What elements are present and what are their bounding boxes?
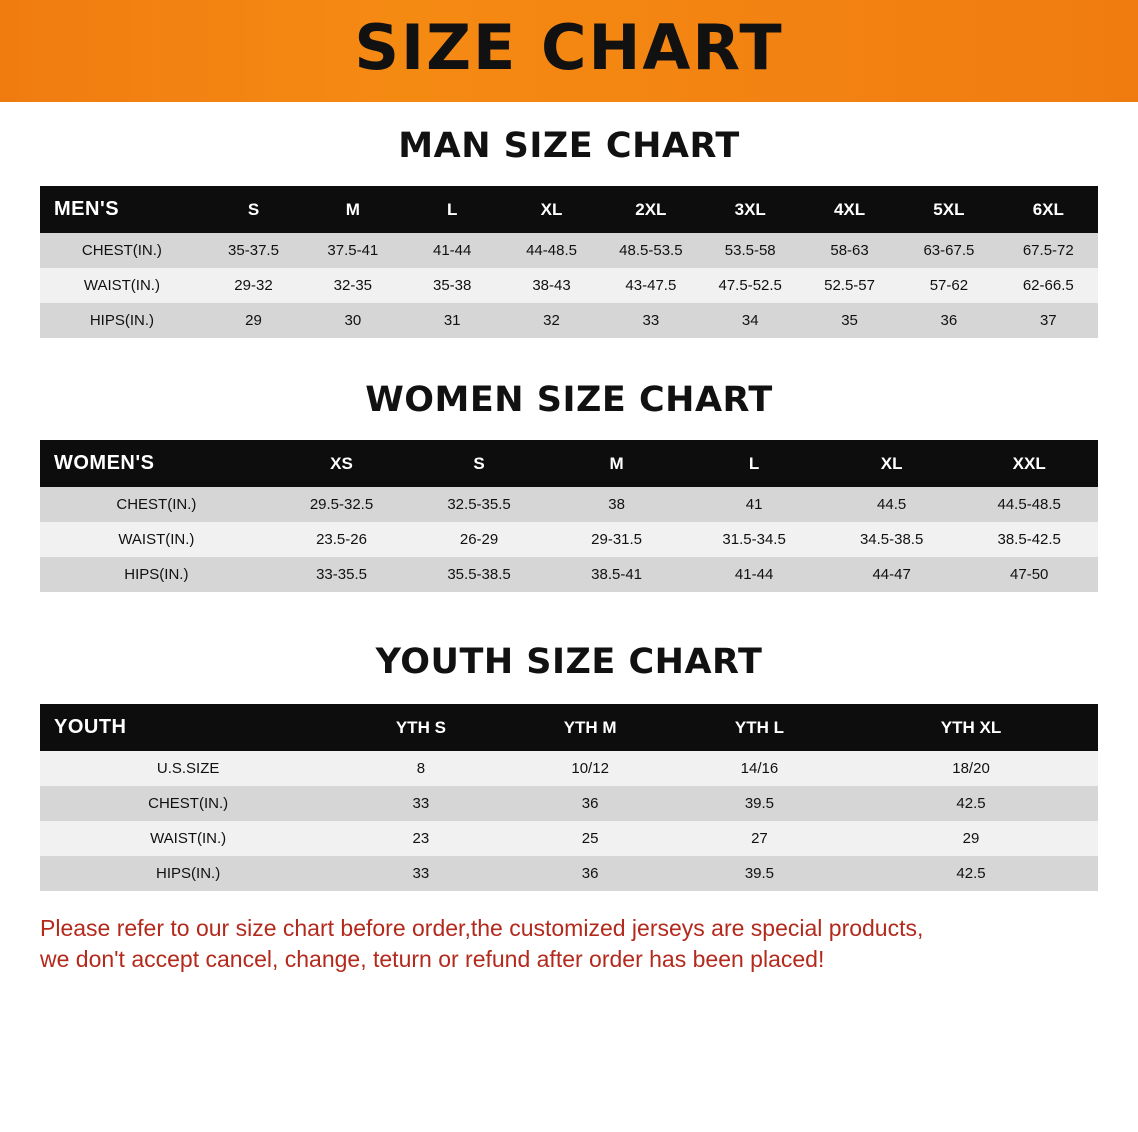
col-header: YTH M bbox=[506, 704, 675, 751]
table-cell: 44.5-48.5 bbox=[960, 487, 1098, 522]
col-header: L bbox=[403, 186, 502, 233]
table-cell: 41 bbox=[685, 487, 823, 522]
col-header: MEN'S bbox=[40, 186, 204, 233]
man-table-wrap bbox=[0, 186, 1138, 338]
col-header: S bbox=[410, 440, 548, 487]
table-cell: 27 bbox=[675, 821, 844, 856]
table-header-row bbox=[40, 704, 1098, 751]
row-header: WAIST(IN.) bbox=[40, 821, 336, 856]
col-header: YOUTH bbox=[40, 704, 336, 751]
table-cell: 36 bbox=[506, 786, 675, 821]
man-size-table bbox=[40, 186, 1098, 338]
row-header: WAIST(IN.) bbox=[40, 268, 204, 303]
row-header: HIPS(IN.) bbox=[40, 557, 273, 592]
table-row bbox=[40, 268, 1098, 303]
table-cell: 34.5-38.5 bbox=[823, 522, 961, 557]
table-row bbox=[40, 303, 1098, 338]
table-cell: 29-31.5 bbox=[548, 522, 686, 557]
table-cell: 37 bbox=[999, 303, 1098, 338]
table-cell: 67.5-72 bbox=[999, 233, 1098, 268]
table-cell: 36 bbox=[506, 856, 675, 891]
table-cell: 47-50 bbox=[960, 557, 1098, 592]
women-table-wrap bbox=[0, 440, 1138, 592]
table-cell: 32 bbox=[502, 303, 601, 338]
table-cell: 10/12 bbox=[506, 751, 675, 786]
table-cell: 35-37.5 bbox=[204, 233, 303, 268]
table-cell: 29-32 bbox=[204, 268, 303, 303]
row-header: CHEST(IN.) bbox=[40, 786, 336, 821]
table-row bbox=[40, 821, 1098, 856]
col-header: 3XL bbox=[701, 186, 800, 233]
table-cell: 35 bbox=[800, 303, 899, 338]
table-cell: 38.5-41 bbox=[548, 557, 686, 592]
table-cell: 52.5-57 bbox=[800, 268, 899, 303]
table-cell: 35.5-38.5 bbox=[410, 557, 548, 592]
col-header: 5XL bbox=[899, 186, 998, 233]
row-header: CHEST(IN.) bbox=[40, 487, 273, 522]
table-header-row bbox=[40, 186, 1098, 233]
youth-table-wrap bbox=[0, 704, 1138, 891]
policy-note bbox=[40, 913, 1098, 975]
table-row bbox=[40, 751, 1098, 786]
table-cell: 25 bbox=[506, 821, 675, 856]
table-row bbox=[40, 233, 1098, 268]
col-header: 4XL bbox=[800, 186, 899, 233]
youth-section-title: YOUTH SIZE CHART bbox=[375, 642, 763, 682]
table-cell: 44-47 bbox=[823, 557, 961, 592]
table-cell: 44.5 bbox=[823, 487, 961, 522]
row-header: U.S.SIZE bbox=[40, 751, 336, 786]
col-header: M bbox=[303, 186, 402, 233]
table-cell: 33 bbox=[336, 856, 505, 891]
table-cell: 42.5 bbox=[844, 856, 1098, 891]
women-section-title: WOMEN SIZE CHART bbox=[365, 380, 773, 420]
row-header: CHEST(IN.) bbox=[40, 233, 204, 268]
table-row bbox=[40, 487, 1098, 522]
women-size-table bbox=[40, 440, 1098, 592]
col-header: WOMEN'S bbox=[40, 440, 273, 487]
table-row bbox=[40, 557, 1098, 592]
col-header: YTH S bbox=[336, 704, 505, 751]
table-cell: 36 bbox=[899, 303, 998, 338]
table-cell: 31 bbox=[403, 303, 502, 338]
col-header: M bbox=[548, 440, 686, 487]
table-cell: 62-66.5 bbox=[999, 268, 1098, 303]
row-header: HIPS(IN.) bbox=[40, 856, 336, 891]
table-cell: 58-63 bbox=[800, 233, 899, 268]
table-cell: 53.5-58 bbox=[701, 233, 800, 268]
table-cell: 32-35 bbox=[303, 268, 402, 303]
header-banner bbox=[0, 0, 1138, 102]
table-cell: 34 bbox=[701, 303, 800, 338]
table-row bbox=[40, 856, 1098, 891]
table-cell: 39.5 bbox=[675, 856, 844, 891]
table-cell: 44-48.5 bbox=[502, 233, 601, 268]
table-row bbox=[40, 786, 1098, 821]
table-cell: 29 bbox=[844, 821, 1098, 856]
table-cell: 39.5 bbox=[675, 786, 844, 821]
table-cell: 35-38 bbox=[403, 268, 502, 303]
col-header: 6XL bbox=[999, 186, 1098, 233]
col-header: S bbox=[204, 186, 303, 233]
table-cell: 30 bbox=[303, 303, 402, 338]
policy-note-line-2: we don't accept cancel, change, teturn or refund after order has been placed! bbox=[40, 946, 825, 973]
col-header: YTH XL bbox=[844, 704, 1098, 751]
table-cell: 33 bbox=[336, 786, 505, 821]
row-header: WAIST(IN.) bbox=[40, 522, 273, 557]
youth-size-table bbox=[40, 704, 1098, 891]
table-cell: 38.5-42.5 bbox=[960, 522, 1098, 557]
col-header: XS bbox=[273, 440, 411, 487]
table-cell: 33-35.5 bbox=[273, 557, 411, 592]
table-cell: 18/20 bbox=[844, 751, 1098, 786]
table-cell: 29.5-32.5 bbox=[273, 487, 411, 522]
table-cell: 63-67.5 bbox=[899, 233, 998, 268]
table-cell: 8 bbox=[336, 751, 505, 786]
table-cell: 57-62 bbox=[899, 268, 998, 303]
policy-note-line-1: Please refer to our size chart before order,the customized jerseys are special products, bbox=[40, 915, 924, 941]
table-cell: 26-29 bbox=[410, 522, 548, 557]
col-header: L bbox=[685, 440, 823, 487]
table-row bbox=[40, 522, 1098, 557]
table-cell: 29 bbox=[204, 303, 303, 338]
table-cell: 42.5 bbox=[844, 786, 1098, 821]
col-header: XL bbox=[823, 440, 961, 487]
table-cell: 14/16 bbox=[675, 751, 844, 786]
col-header: XXL bbox=[960, 440, 1098, 487]
table-cell: 32.5-35.5 bbox=[410, 487, 548, 522]
table-cell: 23.5-26 bbox=[273, 522, 411, 557]
table-cell: 41-44 bbox=[685, 557, 823, 592]
table-cell: 47.5-52.5 bbox=[701, 268, 800, 303]
table-cell: 48.5-53.5 bbox=[601, 233, 700, 268]
man-section-title: MAN SIZE CHART bbox=[398, 126, 740, 166]
page-title: SIZE CHART bbox=[354, 11, 784, 84]
row-header: HIPS(IN.) bbox=[40, 303, 204, 338]
table-cell: 31.5-34.5 bbox=[685, 522, 823, 557]
table-cell: 37.5-41 bbox=[303, 233, 402, 268]
table-cell: 41-44 bbox=[403, 233, 502, 268]
col-header: 2XL bbox=[601, 186, 700, 233]
table-cell: 43-47.5 bbox=[601, 268, 700, 303]
col-header: YTH L bbox=[675, 704, 844, 751]
table-cell: 23 bbox=[336, 821, 505, 856]
table-header-row bbox=[40, 440, 1098, 487]
col-header: XL bbox=[502, 186, 601, 233]
table-cell: 38-43 bbox=[502, 268, 601, 303]
table-cell: 38 bbox=[548, 487, 686, 522]
table-cell: 33 bbox=[601, 303, 700, 338]
